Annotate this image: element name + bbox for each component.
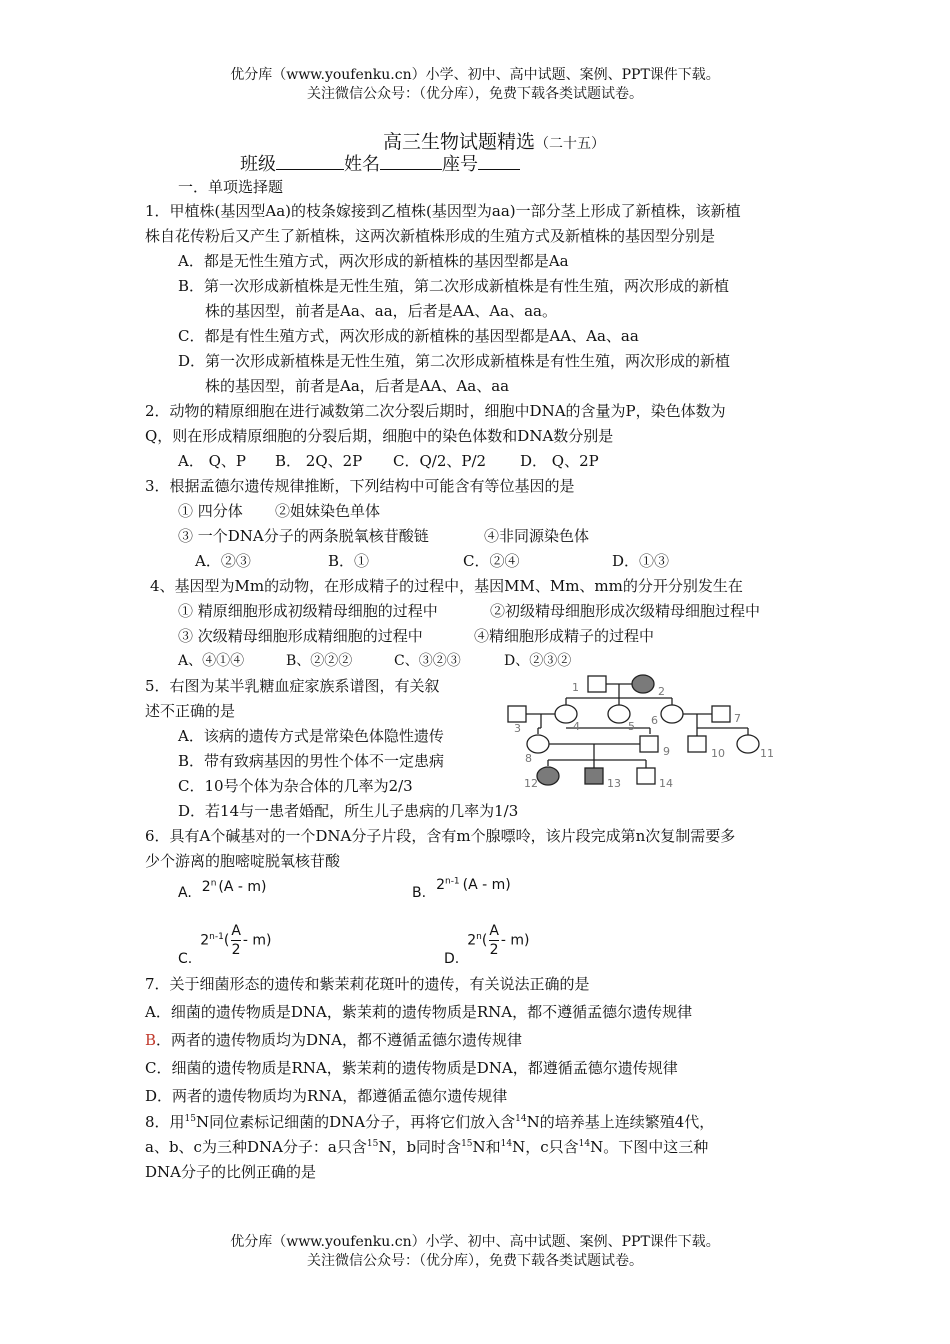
pedigree-individual-10	[688, 736, 706, 752]
q5-option-b: B．带有致病基因的男性个体不一定患病	[178, 752, 445, 770]
seat-label: 座号	[442, 154, 478, 175]
fraction: $\frac{A}{2}$	[489, 923, 499, 958]
q2-stem-1: 2．动物的精原细胞在进行减数第二次分裂后期时，细胞中DNA的含量为P，染色体数为	[145, 402, 726, 420]
q1-option-b-1: B．第一次形成新植株是无性生殖，第二次形成新植株是有性生殖，两次形成的新植	[178, 277, 730, 295]
q8-line-2: a、b、c为三种DNA分子：a只含$^{15}$N，b同时含$^{15}$N和$^{14}$N，c只含$^{14}$N。下图中这三种	[145, 1138, 709, 1156]
pedigree-label: 10	[711, 747, 725, 760]
q4-item-1: ① 精原细胞形成初级精母细胞的过程中	[178, 602, 438, 620]
pedigree-individual-7	[712, 706, 730, 722]
pedigree-individual-11	[737, 735, 759, 753]
info-fields	[240, 153, 520, 176]
pedigree-label: 8	[525, 752, 532, 765]
pedigree-label: 14	[659, 777, 673, 790]
q7-option-b-letter: B	[145, 1031, 157, 1049]
q1-option-d-2: 株的基因型，前者是Aa，后者是AA、Aa、aa	[205, 377, 510, 395]
seat-blank[interactable]	[478, 153, 520, 170]
q7-option-c: C．细菌的遗传物质是RNA，紫茉莉的遗传物质是DNA，都遵循孟德尔遗传规律	[145, 1059, 678, 1077]
name-label: 姓名	[344, 154, 380, 175]
section-heading: 一．单项选择题	[178, 178, 284, 196]
title-main: 高三生物试题精选	[383, 131, 536, 153]
class-label: 班级	[240, 154, 276, 175]
pedigree-individual-3	[508, 706, 526, 722]
pedigree-individual-8	[527, 735, 549, 753]
q5-option-a: A．该病的遗传方式是常染色体隐性遗传	[178, 727, 444, 745]
fraction: $\frac{A}{2}$	[231, 923, 241, 958]
pedigree-label: 3	[514, 722, 521, 735]
header-line-2: 关注微信公众号：（优分库），免费下载各类试题试卷。	[307, 86, 643, 102]
q4-item-4: ④精细胞形成精子的过程中	[474, 627, 655, 645]
q1-stem-2: 株自花传粉后又产生了新植株，这两次新植株形成的生殖方式及新植株的基因型分别是	[145, 227, 716, 245]
pedigree-individual-5	[608, 705, 630, 723]
q2-option-d: D． Q、2P	[520, 452, 599, 470]
q3-stem: 3．根据孟德尔遗传规律推断，下列结构中可能含有等位基因的是	[145, 477, 575, 495]
q4-option-a: A、④①④	[178, 653, 245, 669]
pedigree-individual-9	[640, 736, 658, 752]
q3-item-4: ④非同源染色体	[484, 527, 590, 545]
pedigree-label: 11	[760, 747, 774, 760]
q5-stem-1: 5．右图为某半乳糖血症家族系谱图，有关叙	[145, 677, 440, 695]
q1-option-d-1: D．第一次形成新植株是无性生殖，第二次形成新植株是有性生殖，两次形成的新植	[178, 352, 731, 370]
q6-option-b: B. 2$^{n-1}$ (A - m)	[412, 876, 511, 901]
pedigree-individual-2	[632, 675, 654, 693]
pedigree-label: 12	[524, 777, 538, 790]
header-line-1: 优分库（www.youfenku.cn）小学、初中、高中试题、案例、PPT课件下载。	[230, 67, 720, 83]
q6-option-c: C.2$^{n-1}$( $\frac{A}{2}$ - m)	[178, 923, 272, 967]
q3-item-2: ②姐妹染色单体	[275, 502, 381, 520]
q8-line-3: DNA分子的比例正确的是	[145, 1163, 316, 1181]
q1-option-c: C．都是有性生殖方式，两次形成的新植株的基因型都是AA、Aa、aa	[178, 327, 639, 345]
q3-item-1: ① 四分体	[178, 502, 243, 520]
q4-option-c: C、③②③	[394, 653, 461, 669]
title-sub: （二十五）	[535, 136, 606, 152]
q4-item-3: ③ 次级精母细胞形成精细胞的过程中	[178, 627, 423, 645]
pedigree-label: 13	[607, 777, 621, 790]
q2-option-b: B． 2Q、2P	[275, 452, 363, 470]
name-blank[interactable]	[380, 153, 442, 170]
q7-option-a: A．细菌的遗传物质是DNA，紫茉莉的遗传物质是RNA，都不遵循孟德尔遗传规律	[145, 1003, 693, 1021]
q6-option-d: D.2$^n$( $\frac{A}{2}$ - m)	[444, 923, 530, 967]
pedigree-individual-6	[661, 705, 683, 723]
q5-stem-2: 述不正确的是	[145, 702, 236, 720]
q2-stem-2: Q，则在形成精原细胞的分裂后期，细胞中的染色体数和DNA数分别是	[145, 427, 614, 445]
pedigree-individual-1	[588, 676, 606, 692]
q6-stem-1: 6．具有A个碱基对的一个DNA分子片段，含有m个腺嘌呤，该片段完成第n次复制需要多	[145, 827, 736, 845]
q4-stem: 4、基因型为Mm的动物，在形成精子的过程中，基因MM、Mm、mm的分开分别发生在	[150, 577, 743, 595]
q7-option-b: B．两者的遗传物质均为DNA，都不遵循孟德尔遗传规律	[145, 1031, 523, 1049]
q1-option-a: A．都是无性生殖方式，两次形成的新植株的基因型都是Aa	[178, 252, 569, 270]
q5-option-c: C．10号个体为杂合体的几率为2/3	[178, 777, 413, 795]
pedigree-label: 1	[572, 681, 579, 694]
pedigree-label: 5	[628, 720, 635, 733]
q5-option-d: D．若14与一患者婚配，所生儿子患病的几率为1/3	[178, 802, 519, 820]
q3-option-b: B．①	[328, 552, 370, 570]
pedigree-diagram	[500, 668, 790, 794]
footer-line-2: 关注微信公众号：（优分库），免费下载各类试题试卷。	[307, 1253, 643, 1269]
q3-option-c: C．②④	[463, 552, 520, 570]
q6-stem-2: 少个游离的胞嘧啶脱氧核苷酸	[145, 852, 341, 870]
pedigree-label: 4	[573, 720, 580, 733]
pedigree-label: 9	[663, 745, 670, 758]
pedigree-individual-14	[637, 768, 655, 784]
q7-stem: 7．关于细菌形态的遗传和紫茉莉花斑叶的遗传，有关说法正确的是	[145, 975, 590, 993]
pedigree-label: 2	[658, 685, 665, 698]
q1-option-b-2: 株的基因型，前者是Aa、aa，后者是AA、Aa、aa。	[205, 302, 557, 320]
class-blank[interactable]	[276, 153, 344, 170]
q8-line-1: 8．用$^{15}$N同位素标记细菌的DNA分子，再将它们放入含$^{14}$N的培养基上连续繁殖4代，	[145, 1113, 715, 1131]
pedigree-individual-12	[537, 767, 559, 785]
footer-line-1: 优分库（www.youfenku.cn）小学、初中、高中试题、案例、PPT课件下载。	[230, 1234, 720, 1250]
q3-option-a: A．②③	[195, 552, 251, 570]
q4-option-d: D、②③②	[504, 653, 572, 669]
pedigree-individual-13	[585, 768, 603, 784]
q2-option-a: A． Q、P	[178, 452, 246, 470]
pedigree-label: 7	[734, 712, 741, 725]
q3-option-d: D．①③	[612, 552, 670, 570]
q7-option-d: D．两者的遗传物质均为RNA，都遵循孟德尔遗传规律	[145, 1087, 508, 1105]
q4-option-b: B、②②②	[286, 653, 353, 669]
q3-item-3: ③ 一个DNA分子的两条脱氧核苷酸链	[178, 527, 429, 545]
q6-option-a: A. 2$^n$ (A - m)	[178, 878, 267, 901]
pedigree-label: 6	[651, 714, 658, 727]
q2-option-c: C．Q/2、P/2	[393, 452, 487, 470]
q1-stem-1: 1．甲植株(基因型Aa)的枝条嫁接到乙植株(基因型为aa)一部分茎上形成了新植株，该新植	[145, 202, 741, 220]
q4-item-2: ②初级精母细胞形成次级精母细胞过程中	[490, 602, 761, 620]
